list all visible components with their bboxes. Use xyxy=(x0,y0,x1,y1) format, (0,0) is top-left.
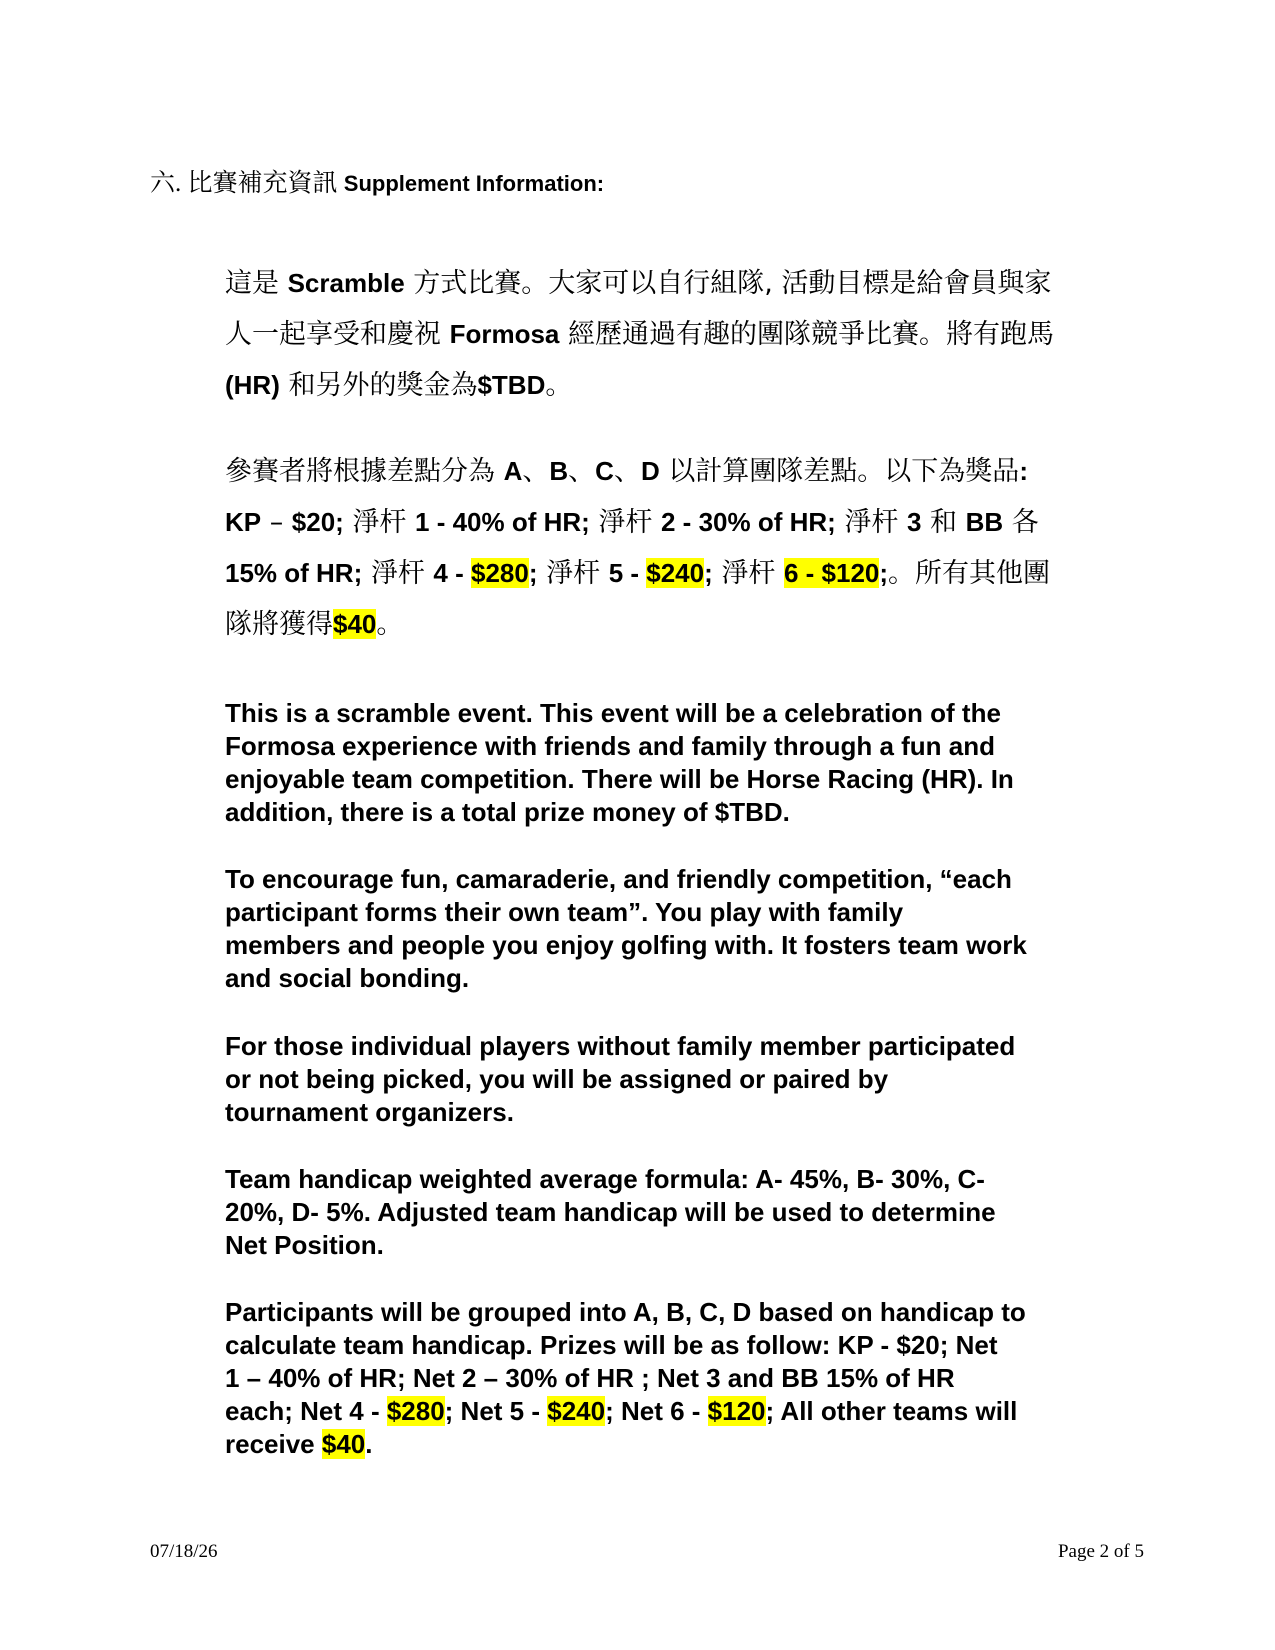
text-run: D xyxy=(640,456,660,486)
highlighted-amount: $240 xyxy=(547,1396,606,1426)
text-run: A xyxy=(503,456,523,486)
text-run: . xyxy=(365,1429,373,1459)
section-heading-zh: 六. 比賽補充資訊 xyxy=(150,170,338,197)
text-line xyxy=(225,1395,1125,1428)
text-run: 2 - 30% of HR; xyxy=(661,507,836,537)
text-run: BB xyxy=(965,507,1004,537)
text-run: ; xyxy=(528,558,538,588)
text-run: 淨杆 xyxy=(589,507,661,538)
text-run: 隊將獲得 xyxy=(225,609,333,640)
text-run: Formosa xyxy=(449,319,560,349)
footer-date: 07/18/26 xyxy=(150,1541,218,1562)
text-line: To encourage fun, camaraderie, and friendly competition, “each xyxy=(225,864,1012,894)
text-line: and social bonding. xyxy=(225,963,470,993)
text-line xyxy=(225,446,1125,497)
text-line: tournament organizers. xyxy=(225,1097,514,1127)
text-run: 。所有其他團 xyxy=(888,558,1051,589)
text-run: 以計算團隊差點。以下為獎品 xyxy=(668,456,1020,487)
text-line xyxy=(225,258,1125,309)
text-run: 5 - xyxy=(608,558,647,588)
text-line xyxy=(225,309,1125,360)
text-run: 淨杆 xyxy=(835,507,907,538)
text-run: 淨杆 xyxy=(712,558,784,589)
text-run: (HR) xyxy=(225,370,280,400)
text-run: $20; xyxy=(291,507,344,537)
text-line: For those individual players without family member participated xyxy=(225,1031,1016,1061)
text-line: or not being picked, you will be assigned or paired by xyxy=(225,1064,889,1094)
text-run: 和 xyxy=(921,507,966,538)
text-run: 3 xyxy=(906,507,922,537)
text-run: ; All other teams will xyxy=(765,1396,1018,1426)
en-paragraph-teams xyxy=(225,863,1125,995)
text-line: participant forms their own team”. You play with family xyxy=(225,897,904,927)
text-line: 1 – 40% of HR; Net 2 – 30% of HR ; Net 3 and BB 15% of HR xyxy=(225,1363,955,1393)
text-run: 淨杆 xyxy=(343,507,416,538)
text-line: addition, there is a total prize money of $TBD. xyxy=(225,797,790,827)
text-run: ; xyxy=(879,558,889,588)
text-run: 各 xyxy=(1003,507,1039,538)
text-run: – xyxy=(261,507,292,538)
text-run: 、 xyxy=(522,456,550,487)
text-run: C xyxy=(595,456,614,486)
section-heading-en: Supplement Information: xyxy=(343,171,605,196)
text-run: 4 - xyxy=(433,558,471,588)
text-run: 參賽者將根據差點分為 xyxy=(225,456,495,487)
highlighted-amount: 6 - $120 xyxy=(783,558,880,588)
text-run: 、 xyxy=(568,456,596,487)
text-run: : xyxy=(1019,456,1028,486)
text-run: each; Net 4 - xyxy=(225,1396,387,1426)
text-line: enjoyable team competition. There will be Horse Racing (HR). In xyxy=(225,764,1014,794)
text-run: 經歷通過有趣的團隊競爭比賽。將有跑馬 xyxy=(568,319,1054,350)
text-run: ; xyxy=(704,558,713,588)
text-line xyxy=(225,599,1125,650)
text-run: B xyxy=(549,456,569,486)
section-heading xyxy=(150,163,604,199)
en-paragraph-individuals xyxy=(225,1030,1125,1129)
text-line: calculate team handicap. Prizes will be as follow: KP - $20; Net xyxy=(225,1330,998,1360)
text-line xyxy=(225,497,1125,548)
text-line xyxy=(225,1428,1125,1461)
text-run: 人一起享受和慶祝 xyxy=(225,319,441,350)
text-line: Formosa experience with friends and family through a fun and xyxy=(225,731,996,761)
text-run: ; Net 6 - xyxy=(605,1396,708,1426)
text-run: 1 - 40% of HR; xyxy=(415,507,590,537)
highlighted-amount: $280 xyxy=(471,558,529,588)
text-run: 15% of HR; xyxy=(225,558,363,588)
text-line: Net Position. xyxy=(225,1230,384,1260)
text-run: receive xyxy=(225,1429,322,1459)
text-run: 這是 xyxy=(225,268,279,299)
footer-page-number: Page 2 of 5 xyxy=(1057,1541,1144,1562)
text-line: members and people you enjoy golfing with. It fosters team work xyxy=(225,930,1027,960)
text-line: Participants will be grouped into A, B, C, D based on handicap to xyxy=(225,1297,1026,1327)
text-run: 淨杆 xyxy=(537,558,609,589)
text-run: 。 xyxy=(376,609,404,640)
text-line xyxy=(225,360,1125,411)
text-run: 和另外的獎金為 xyxy=(288,370,478,401)
text-run: 方式比賽。大家可以自行組隊, 活動目標是給會員與家 xyxy=(413,268,1052,299)
text-line: Team handicap weighted average formula: A- 45%, B- 30%, C- xyxy=(225,1164,985,1194)
en-paragraph-handicap xyxy=(225,1163,1125,1262)
text-run: 、 xyxy=(613,456,641,487)
text-run: ; Net 5 - xyxy=(444,1396,548,1426)
text-run: 淨杆 xyxy=(362,558,434,589)
zh-intro-paragraph xyxy=(225,258,1125,411)
highlighted-amount: $40 xyxy=(321,1429,366,1459)
text-run: KP xyxy=(225,507,262,537)
highlighted-amount: $40 xyxy=(333,609,377,639)
text-line: This is a scramble event. This event will be a celebration of the xyxy=(225,698,1001,728)
text-run: $TBD xyxy=(477,370,546,400)
highlighted-amount: $280 xyxy=(386,1396,445,1426)
highlighted-amount: $120 xyxy=(707,1396,766,1426)
en-paragraph-scramble xyxy=(225,697,1125,829)
en-paragraph-prizes xyxy=(225,1296,1125,1461)
text-run: Scramble xyxy=(287,268,405,298)
text-line: 20%, D- 5%. Adjusted team handicap will be used to determine xyxy=(225,1197,996,1227)
highlighted-amount: $240 xyxy=(646,558,705,588)
text-line xyxy=(225,548,1125,599)
text-run: 。 xyxy=(545,370,573,401)
zh-prizes-paragraph xyxy=(225,446,1125,650)
